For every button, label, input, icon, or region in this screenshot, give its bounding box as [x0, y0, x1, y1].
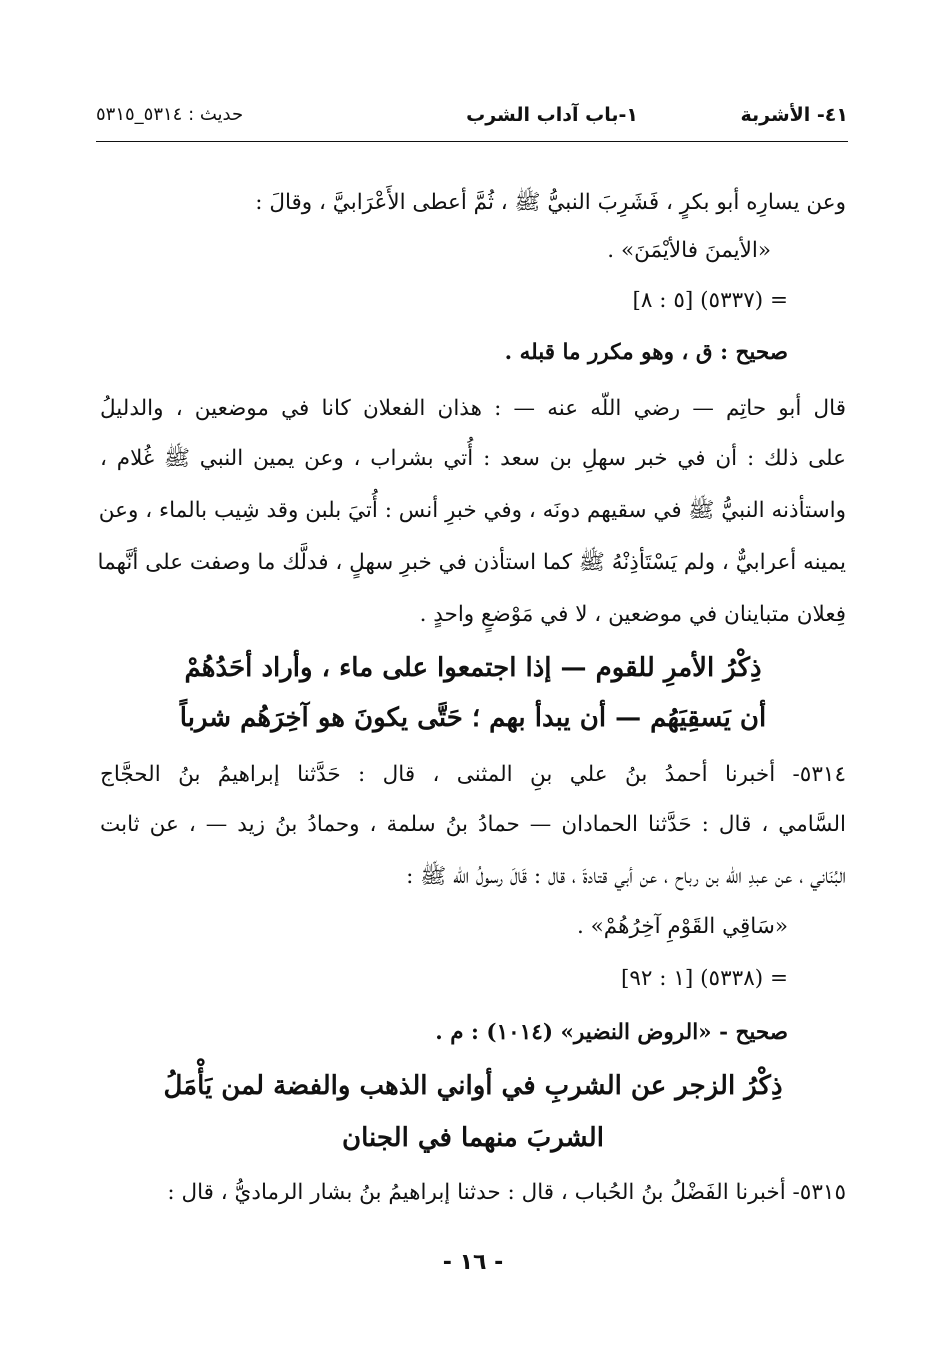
page-number: - ١٦ - — [442, 1250, 504, 1275]
running-header — [96, 104, 848, 134]
chapter-heading: ذِكْرُ الزجر عن الشربِ في أواني الذهب والفضة لمن يَأْمَلُ — [163, 1071, 783, 1101]
hadith-text-line: ٥٣١٤- أخبرنا أحمدُ بنُ علي بنِ المثنى ، قال : حَدَّثنا إبراهيمُ بنُ الحجَّاج — [100, 762, 846, 787]
commentary-line: قال أبو حاتِم — رضي اللّه عنه — : هذان الفعلان كانا في موضعين ، والدليلُ — [100, 396, 846, 421]
hadith-text-line: السَّامي ، قال : حَدَّثنا الحمادان — حمادُ بنُ سلمة ، وحمادُ بنُ زيد — ، عن ثابت — [100, 812, 846, 837]
quote-line: «سَاقِي القَوْمِ آخِرُهُمْ» . — [576, 914, 788, 939]
commentary-line: فِعلان متباينان في موضعين ، لا في مَوْضعٍ واحدٍ . — [419, 602, 846, 627]
grading-line: صحيح - «الروض النضير» (١٠١٤) : م . — [435, 1020, 788, 1045]
header-chapter: ٤١- الأشربة — [740, 104, 848, 126]
chapter-heading: ذِكْرُ الأمرِ للقوم — إذا اجتمعوا على ماء ، وأراد أحَدُهُمْ — [184, 653, 762, 683]
commentary-line: واستأذنه النبيُّ ﷺ في سقيهم دونَه ، وفي خبرِ أنس : أُتيَ بلبن وقد شِيب بالماء ، وعن — [98, 498, 846, 523]
grading-line: صحيح : ق ، وهو مكرر ما قبله . — [504, 340, 788, 365]
hadith-text-line: ٥٣١٥- أخبرنا الفَضْلُ بنُ الحُباب ، قال : حدثنا إبراهيمُ بنُ بشار الرماديُّ ، قال : — [167, 1180, 846, 1205]
hadith-text-line: البُنَاني ، عن عبدِ اللّه بن رباح ، عن أبي قتادةَ ، قال : قَالَ رسولُ اللّه ﷺ : — [406, 864, 846, 889]
commentary-line: يمينه أعرابيٌّ ، ولم يَسْتَأذِنْهُ ﷺ كما استأذن في خبرِ سهلٍ ، فدلَّك ما وصفت على أنَّهما — [97, 550, 846, 575]
commentary-line: على ذلك : أن في خبر سهلِ بن سعد : أُتي بشراب ، وعن يمين النبي ﷺ غُلام ، — [100, 446, 846, 471]
chapter-heading: الشربَ منهما في الجنان — [342, 1123, 604, 1153]
header-hadith-range: حديث : ٥٣١٤_٥٣١٥ — [96, 104, 244, 125]
cross-reference: = (٥٣٣٧) [٥ : ٨] — [632, 288, 788, 313]
text-line: وعن يسارِه أبو بكرٍ ، فَشَرِبَ النبيُّ ﷺ ، ثُمَّ أعطى الأَعْرَابيَّ ، وقالَ : — [255, 190, 846, 215]
chapter-heading: أن يَسقِيَهُم — أن يبدأ بهم ؛ حَتَّى يكونَ هو آخِرَهُم شرباً — [179, 703, 767, 733]
header-rule — [96, 141, 848, 142]
header-section: ١-باب آداب الشرب — [466, 104, 638, 126]
quote-line: «الأيمنَ فالأيْمَنَ» . — [607, 238, 771, 263]
cross-reference: = (٥٣٣٨) [١ : ٩٢] — [620, 966, 788, 991]
